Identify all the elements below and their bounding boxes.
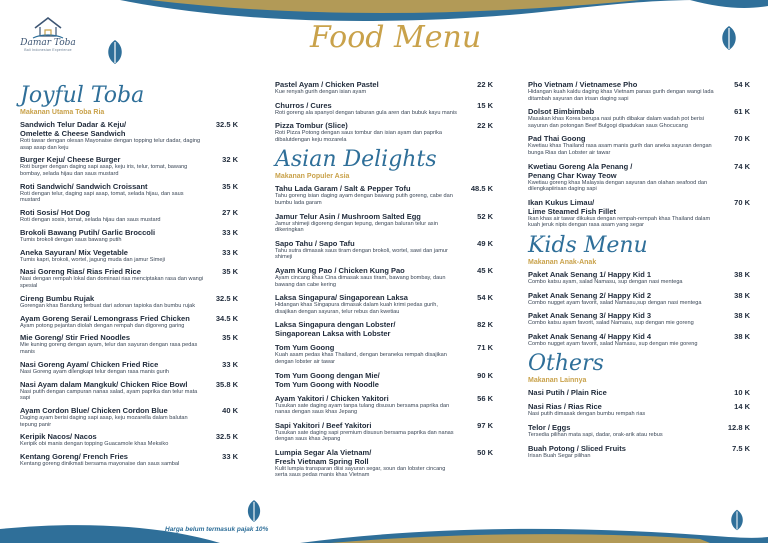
- menu-item: [275, 343, 493, 365]
- section-title-kids-menu: Kids Menu: [528, 232, 648, 258]
- menu-item-name: Burger Keju/ Cheese Burger: [20, 155, 121, 165]
- menu-item: [20, 294, 238, 310]
- menu-item-description: Kuah asam pedas khas Thailand, dengan beraneka rempah disajikan dengan lobster air tawar: [275, 352, 447, 365]
- menu-item-name: Roti Sandwich/ Sandwich Croissant: [20, 181, 148, 191]
- menu-item-name: Brokoli Bawang Putih/ Garlic Broccoli: [20, 227, 156, 237]
- menu-item-price: 10 K: [734, 388, 750, 398]
- menu-item-name: Laksa Singapura dengan Lobster/ Singaporean Laksa with Lobster: [275, 320, 396, 339]
- menu-item-description: Roti tawar dengan olesan Mayonaise dengan topping telur dadar, daging asap asap dan keju: [20, 138, 201, 151]
- menu-item-description: Tahu sutra dimasak saus tiram dengan brokoli, wortel, sawi dan jamur shimeji: [275, 247, 448, 261]
- menu-item-name: Nasi Goreng Rias/ Rias Fried Rice: [20, 267, 141, 277]
- menu-item-description: Tusukan sate daging sapi premium disusun bersama paprika dan nanas dengan saus khas Jepang: [275, 429, 454, 443]
- menu-item-name: Keripik Nacos/ Nacos: [20, 432, 97, 442]
- menu-item-name: Churros / Cures: [275, 100, 332, 110]
- menu-item-description: Kue renyah gurih dengan isian ayam: [275, 89, 367, 95]
- menu-item: [275, 394, 493, 416]
- menu-item-price: 38 K: [734, 331, 750, 341]
- menu-item-name: Nasi Ayam dalam Mangkuk/ Chicken Rice Bowl: [20, 379, 188, 389]
- menu-item: [275, 212, 493, 234]
- leaf-icon: [104, 38, 126, 66]
- menu-list-others: [528, 388, 750, 459]
- menu-item-name: Laksa Singapura/ Singaporean Laksa: [275, 293, 408, 303]
- menu-item-price: 22 K: [477, 121, 493, 131]
- menu-item-name: Ikan Kukus Limau/ Lime Steamed Fish Fillet: [528, 197, 616, 216]
- menu-item-price: 35 K: [222, 181, 238, 191]
- menu-item-name: Nasi Rias / Rias Rice: [528, 402, 602, 412]
- menu-list-snacks: [275, 80, 493, 143]
- menu-item-price: 48.5 K: [470, 184, 493, 194]
- menu-item-description: Combo katsu ayam, salad Namasu, sup dengan nasi mentega: [528, 278, 683, 285]
- menu-item: [528, 162, 750, 193]
- menu-item-price: 32.5 K: [215, 120, 238, 129]
- menu-item: [528, 270, 750, 286]
- menu-item-price: 71 K: [477, 343, 493, 353]
- menu-item-price: 50 K: [477, 447, 493, 457]
- menu-item: [20, 380, 238, 402]
- menu-item-price: 22 K: [477, 80, 493, 89]
- menu-item: [275, 421, 493, 443]
- menu-item-description: Hidangan kuah kaldu daging khas Vietnam panas gurih dengan wangi lada ditambah sayuran dan irisan daging sapi: [528, 89, 714, 102]
- menu-item: [20, 248, 238, 264]
- menu-item: [20, 360, 238, 376]
- menu-item-name: Pad Thai Goong: [528, 134, 586, 144]
- menu-item-price: 35.8 K: [215, 379, 238, 389]
- menu-item: [528, 402, 750, 418]
- menu-item-description: Gorengan khas Bandung terbuat dari adonan tapioka dan bumbu rujak: [20, 302, 196, 309]
- menu-item-price: 33 K: [222, 247, 238, 257]
- menu-item: [20, 267, 238, 289]
- leaf-icon: [244, 498, 264, 524]
- menu-item-price: 35 K: [222, 333, 238, 343]
- bottom-wave-decoration: [0, 517, 768, 543]
- menu-item-name: Buah Potong / Sliced Fruits: [528, 443, 626, 453]
- menu-item-name: Sandwich Telur Dadar & Keju/ Omelette & Cheese Sandwich: [20, 120, 127, 138]
- menu-item-price: 7.5 K: [732, 443, 750, 453]
- house-icon: [31, 14, 65, 40]
- menu-item-price: 61 K: [734, 107, 750, 117]
- brand-tagline: Bali Indonesian Experience: [24, 48, 72, 52]
- column-asian: [275, 80, 493, 484]
- menu-item-price: 49 K: [477, 238, 493, 248]
- section-title-others: Others: [528, 351, 604, 377]
- menu-item-price: 40 K: [222, 405, 238, 415]
- menu-item: [20, 208, 238, 224]
- menu-item-price: 52 K: [477, 211, 493, 221]
- menu-item: [275, 184, 493, 206]
- menu-list-kids: [528, 270, 750, 347]
- menu-item: [20, 406, 238, 428]
- section-subtitle-kids-menu: Makanan Anak-Anak: [528, 258, 597, 266]
- menu-item: [20, 452, 238, 468]
- menu-item-name: Tom Yum Goong dengan Mie/ Tom Yum Goong with Noodle: [275, 370, 380, 389]
- menu-item-price: 34.5 K: [215, 313, 238, 323]
- menu-item-price: 32 K: [222, 155, 238, 165]
- menu-item-name: Kentang Goreng/ French Fries: [20, 452, 128, 462]
- menu-item-price: 45 K: [477, 265, 493, 275]
- menu-item-description: Keripik obi manis dengan topping Guacamole khas Meksiko: [20, 441, 169, 448]
- menu-item-price: 82 K: [477, 320, 493, 330]
- menu-item-description: Kwetiau khas Thailand rasa asam manis gurih dan aneka sayuran dengan bunga Rias dan Lobster air tawar: [528, 143, 712, 156]
- menu-item-description: Hidangan khas Singapura dimasak dalam kuah krimi pedas gurih, disajikan dengan sayuran, telur rebus dan kwetiau: [275, 302, 438, 315]
- menu-item: [528, 423, 750, 439]
- column-joyful-toba: [20, 84, 238, 472]
- menu-item-price: 15 K: [477, 100, 493, 110]
- menu-item-description: Tumis brokoli dengan saus bawang putih: [20, 236, 122, 243]
- menu-item: [275, 266, 493, 288]
- menu-item-price: 14 K: [734, 402, 750, 412]
- menu-item-description: Jamur shimeji digoreng dengan tepung, dengan baluran telur asin dikeringkan: [275, 220, 438, 234]
- menu-item-description: Nasi dengan rempah lokal dan dominasi rias menciptakan rasa dan wangi spesial: [20, 276, 204, 290]
- menu-item-price: 35 K: [222, 267, 238, 277]
- menu-item: [528, 388, 750, 397]
- menu-item-description: Kwetiau goreng khas Malaysia dengan sayuran dan olahan seafood dan dilengkapiirisan daging sapi: [528, 179, 708, 193]
- menu-item-description: Combo katsu ayam favorit, salad Namasu, sup dengan mie goreng: [528, 320, 694, 327]
- menu-item: [275, 320, 493, 338]
- menu-item: [20, 120, 238, 151]
- menu-item-name: Telor / Eggs: [528, 422, 571, 432]
- menu-item: [528, 444, 750, 460]
- menu-item-name: Paket Anak Senang 4/ Happy Kid 4: [528, 331, 652, 341]
- menu-item-name: Mie Goreng/ Stir Fried Noodles: [20, 333, 131, 343]
- menu-item-name: Ayam Kung Pao / Chicken Kung Pao: [275, 265, 405, 275]
- menu-item-price: 38 K: [734, 269, 750, 279]
- menu-item-description: Ikan khas air tawar dikukus dengan rempah-rempah khas Thailand dalam kuah jeruk nipis dengan rasa asam yang segar: [528, 215, 711, 229]
- menu-item-name: Nasi Putih / Plain Rice: [528, 388, 607, 398]
- menu-item-name: Tahu Lada Garam / Salt & Pepper Tofu: [275, 184, 411, 194]
- leaf-icon: [718, 24, 740, 52]
- menu-item-name: Kwetiau Goreng Ala Penang / Penang Char Kway Teow: [528, 161, 633, 180]
- brand-logo: [18, 14, 78, 72]
- section-subtitle-joyful-toba: Makanan Utama Toba Ria: [20, 109, 105, 116]
- menu-item-name: Ayam Goreng Serai/ Lemongrass Fried Chicken: [20, 313, 190, 323]
- menu-item-description: Ayam potong pejantan diolah dengan rempah dan digoreng garing: [20, 322, 185, 329]
- menu-item-name: Cireng Bumbu Rujak: [20, 293, 95, 303]
- menu-item: [275, 121, 493, 143]
- menu-item-name: Tom Yum Goong: [275, 343, 335, 353]
- menu-item: [528, 198, 750, 229]
- menu-item: [20, 333, 238, 355]
- menu-item-name: Sapo Tahu / Sapo Tafu: [275, 238, 355, 248]
- menu-item-name: Pho Vietnam / Vietnamese Pho: [528, 80, 638, 89]
- menu-item: [20, 314, 238, 330]
- menu-item: [528, 332, 750, 348]
- menu-item: [275, 293, 493, 315]
- brand-name: Damar Toba: [20, 38, 76, 48]
- menu-item-description: Combo nugget ayam favorit, salad Namasu, sup dengan mie goreng: [528, 340, 698, 347]
- menu-item: [528, 311, 750, 327]
- menu-item-price: 70 K: [734, 197, 750, 207]
- menu-item-price: 12.8 K: [727, 422, 750, 432]
- menu-item-name: Sapi Yakitori / Beef Yakitori: [275, 420, 372, 430]
- menu-item-description: Roti Pizza Potong dengan saus tombur dan isian ayam dan paprika dibalutdengan keju mozarela: [275, 130, 442, 143]
- menu-item-description: Tahu goreng isian daging ayam dengan bawang putih goreng, cabe dan bumbu lada garam: [275, 193, 453, 206]
- menu-list-asian-delights: [275, 184, 493, 479]
- menu-item-description: Daging ayam berisi daging sapi asap, keju mozarella dalam balutan tepung panir: [20, 414, 188, 428]
- menu-item: [275, 80, 493, 96]
- menu-item-price: 27 K: [222, 208, 238, 218]
- leaf-icon: [727, 508, 747, 532]
- menu-item-price: 33 K: [222, 359, 238, 369]
- menu-item-description: Tumis kapri, brokoli, wortel, jagung muda dan jamur Simeji: [20, 256, 165, 263]
- menu-item: [528, 291, 750, 307]
- menu-item: [528, 107, 750, 129]
- menu-item-price: 38 K: [734, 311, 750, 321]
- menu-item-description: Roti dengan telur, daging sapi asap, tomat, selada hijau, dan saus mustard: [20, 190, 184, 204]
- menu-list-joyful-toba: [20, 120, 238, 468]
- menu-item-description: Masakan khas Korea berupa nasi putih dibakar dalam wadah pot berisi sayuran dan potongan Beef Bulgogi dipadukan saus Ghocucang: [528, 116, 704, 129]
- menu-item: [20, 155, 238, 177]
- menu-item-name: Lumpia Segar Ala Vietnam/ Fresh Vietnam Spring Roll: [275, 447, 372, 466]
- menu-item-name: Aneka Sayuran/ Mix Vegetable: [20, 247, 128, 257]
- column-right: [528, 80, 750, 464]
- menu-item: [275, 448, 493, 479]
- menu-item-name: Nasi Goreng Ayam/ Chicken Fried Rice: [20, 359, 159, 369]
- tax-note: Harga belum termasuk pajak 10%: [165, 526, 269, 533]
- menu-item-name: Ayam Cordon Blue/ Chicken Cordon Blue: [20, 405, 168, 415]
- menu-item-description: Roti goreng ala spanyol dengan taburan gula aren dan bubuk kayu manis: [275, 109, 457, 116]
- menu-item-description: Kulit lumpia transparan diisi sayuran segar, soun dan lobster cincang serta saus pedas manis khas Vietnam: [275, 465, 446, 479]
- menu-item: [20, 432, 238, 448]
- menu-item-price: 90 K: [477, 370, 493, 380]
- menu-item-description: Tusukan sate daging ayam tanpa tulang disusun bersama paprika dan nanas dengan saus khas Jepang: [275, 402, 450, 416]
- menu-item-price: 33 K: [222, 452, 238, 462]
- menu-item-description: Nasi putih dengan campuran nanas salad, ayam paprika dan telur mata sapi: [20, 388, 198, 402]
- menu-item-description: Kentang goreng dinikmati bersama mayonaise dan saus sambal: [20, 461, 180, 468]
- menu-item: [528, 80, 750, 102]
- menu-item-description: Tersedia pilihan mata sapi, dadar, orak-arik atau rebus: [528, 431, 663, 438]
- menu-item-price: 32.5 K: [215, 293, 238, 303]
- menu-item-price: 70 K: [734, 134, 750, 144]
- menu-item-name: Paket Anak Senang 2/ Happy Kid 2: [528, 290, 652, 300]
- section-subtitle-asian-delights: Makanan Populer Asia: [275, 173, 350, 181]
- menu-item-price: 33 K: [222, 227, 238, 237]
- menu-item-name: Ayam Yakitori / Chicken Yakitori: [275, 393, 389, 403]
- page-title: Food Menu: [310, 20, 482, 55]
- menu-item-description: Roti burger dengan daging sapi asap, keju iris, telur, tomat, bawang bombay, selada hijau dan saus mustard: [20, 164, 188, 177]
- menu-item-price: 54 K: [734, 80, 750, 89]
- menu-item-price: 74 K: [734, 161, 750, 171]
- menu-item-price: 32.5 K: [215, 432, 238, 442]
- menu-item-name: Pastel Ayam / Chicken Pastel: [275, 80, 379, 89]
- menu-item-description: Mie kuning goreng dengan ayam, telur dan sayuran dengan rasa pedas manis: [20, 342, 198, 355]
- menu-item: [20, 228, 238, 244]
- menu-item-description: Ayam cincang khas Cina dimasak saus tiram, bawang bombay, daun bawang dan cabe kering: [275, 274, 446, 288]
- menu-list-asian-continued: [528, 80, 750, 229]
- menu-item-price: 54 K: [477, 293, 493, 303]
- menu-item-name: Jamur Telur Asin / Mushroom Salted Egg: [275, 211, 421, 221]
- menu-item-price: 56 K: [477, 393, 493, 403]
- menu-item-name: Dolsot Bimbimbab: [528, 107, 595, 117]
- menu-item-description: Roti dengan sosis, tomat, selada hijau dan saus mustard: [20, 217, 161, 224]
- menu-item-description: Combo nugget ayam favorit, salad Namasu,sup dengan nasi mentega: [528, 299, 702, 306]
- menu-item: [275, 101, 493, 117]
- menu-item-name: Paket Anak Senang 1/ Happy Kid 1: [528, 269, 652, 279]
- menu-item-name: Roti Sosis/ Hot Dog: [20, 208, 90, 218]
- menu-item-description: Irisan Buah Segar pilihan: [528, 452, 591, 459]
- section-title-joyful-toba: Joyful Toba: [20, 83, 145, 108]
- menu-item: [275, 239, 493, 261]
- menu-item-price: 38 K: [734, 290, 750, 300]
- menu-item: [20, 182, 238, 204]
- menu-item-name: Pizza Tombur (Slice): [275, 121, 348, 131]
- menu-item-description: Nasi Goreng ayam dilengkapi telur dengan rasa manis gurih: [20, 368, 169, 375]
- menu-item-description: Nasi putih dimasak dengan bumbu rempah rias: [528, 411, 646, 418]
- menu-item: [528, 134, 750, 156]
- menu-item-price: 97 K: [477, 420, 493, 430]
- section-subtitle-others: Makanan Lainnya: [528, 377, 587, 385]
- menu-item-name: Paket Anak Senang 3/ Happy Kid 3: [528, 311, 652, 321]
- section-title-asian-delights: Asian Delights: [275, 147, 437, 173]
- menu-item: [275, 371, 493, 389]
